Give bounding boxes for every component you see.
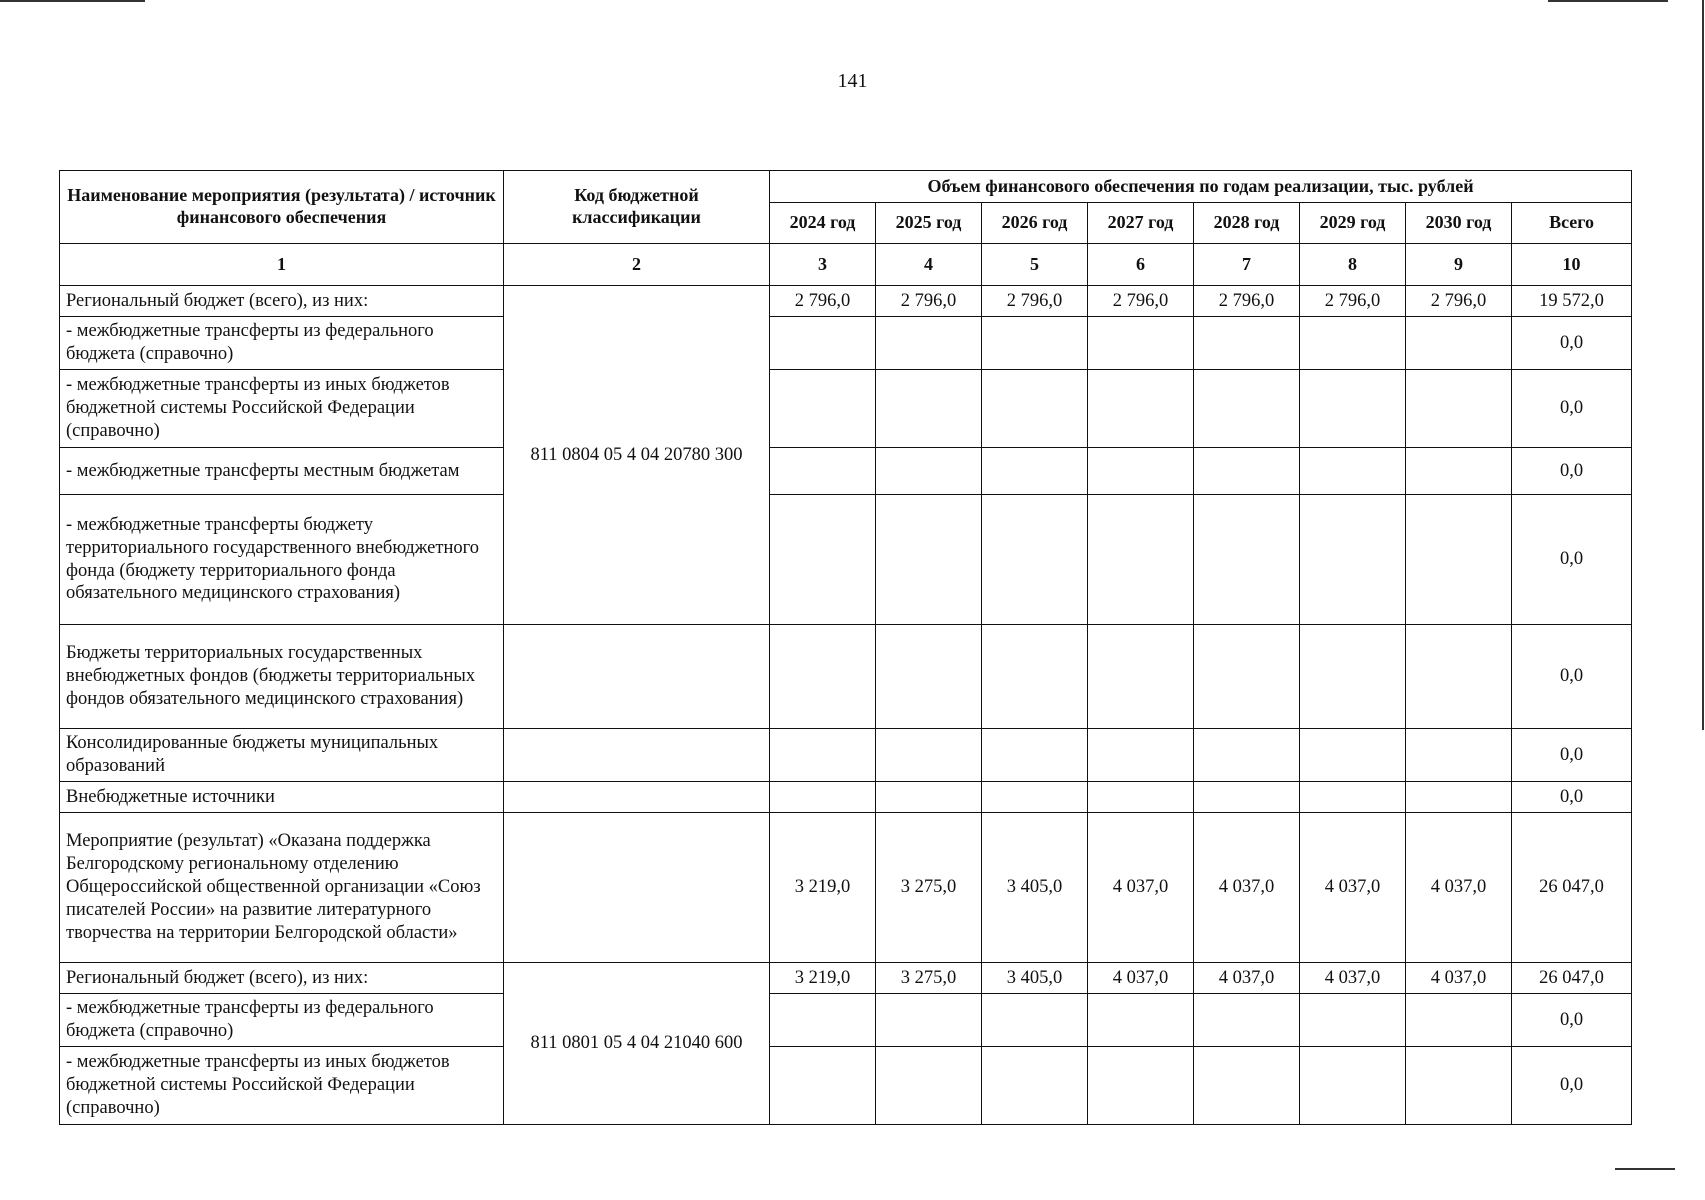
header-year: 2029 год xyxy=(1300,203,1406,244)
column-number: 4 xyxy=(876,244,982,286)
value-cell xyxy=(982,729,1088,782)
value-cell xyxy=(770,782,876,813)
scan-edge-bottom-right xyxy=(1615,1168,1675,1170)
row-name: - межбюджетные трансферты бюджету территориального государственного внебюджетного фонда (бюджету территориального фонда обязательного медицинского страхования) xyxy=(60,495,504,625)
table-row xyxy=(60,729,1632,782)
value-cell xyxy=(1406,495,1512,625)
value-cell xyxy=(982,495,1088,625)
table-row xyxy=(60,448,1632,495)
value-total-cell: 0,0 xyxy=(1512,782,1632,813)
header-row xyxy=(60,171,1632,203)
header-year: 2025 год xyxy=(876,203,982,244)
table-row xyxy=(60,782,1632,813)
row-name: - межбюджетные трансферты местным бюджетам xyxy=(60,448,504,495)
value-cell xyxy=(1088,994,1194,1047)
value-cell xyxy=(876,782,982,813)
value-cell xyxy=(1194,448,1300,495)
row-name: Мероприятие (результат) «Оказана поддержка Белгородскому региональному отделению Общероссийской общественной организации «Союз писателей России» на развитие литературного творчества на территории Белгородской области» xyxy=(60,813,504,963)
budget-code: 811 0804 05 4 04 20780 300 xyxy=(504,286,770,625)
header-volume: Объем финансового обеспечения по годам реализации, тыс. рублей xyxy=(770,171,1632,203)
value-cell: 2 796,0 xyxy=(1300,286,1406,317)
value-cell xyxy=(982,625,1088,729)
value-total-cell: 19 572,0 xyxy=(1512,286,1632,317)
value-cell xyxy=(982,782,1088,813)
value-cell xyxy=(1194,782,1300,813)
value-cell xyxy=(876,495,982,625)
value-cell: 2 796,0 xyxy=(1194,286,1300,317)
header-year: 2024 год xyxy=(770,203,876,244)
column-number: 3 xyxy=(770,244,876,286)
value-total-cell: 0,0 xyxy=(1512,625,1632,729)
row-name: - межбюджетные трансферты из федерального бюджета (справочно) xyxy=(60,994,504,1047)
column-number: 1 xyxy=(60,244,504,286)
scan-edge-right xyxy=(1702,0,1704,730)
value-cell xyxy=(1194,1047,1300,1125)
value-cell xyxy=(1194,625,1300,729)
value-cell: 4 037,0 xyxy=(1088,813,1194,963)
row-name: - межбюджетные трансферты из иных бюджетов бюджетной системы Российской Федерации (справочно) xyxy=(60,370,504,448)
value-cell xyxy=(876,448,982,495)
header-total: Всего xyxy=(1512,203,1632,244)
empty-code-cell xyxy=(504,729,770,782)
value-cell: 2 796,0 xyxy=(982,286,1088,317)
empty-code-cell xyxy=(504,782,770,813)
row-name: Бюджеты территориальных государственных внебюджетных фондов (бюджеты территориальных фондов обязательного медицинского страхования) xyxy=(60,625,504,729)
value-cell xyxy=(1088,782,1194,813)
value-cell xyxy=(876,625,982,729)
value-cell xyxy=(1300,495,1406,625)
column-number-row xyxy=(60,244,1632,286)
table-row xyxy=(60,994,1632,1047)
value-cell xyxy=(770,994,876,1047)
table-row xyxy=(60,963,1632,994)
value-total-cell: 0,0 xyxy=(1512,495,1632,625)
value-cell: 4 037,0 xyxy=(1300,963,1406,994)
value-cell: 3 219,0 xyxy=(770,963,876,994)
header-year: 2030 год xyxy=(1406,203,1512,244)
header-name: Наименование мероприятия (результата) / источник финансового обеспечения xyxy=(60,171,504,244)
value-cell xyxy=(982,994,1088,1047)
value-cell xyxy=(1088,370,1194,448)
value-cell: 4 037,0 xyxy=(1406,813,1512,963)
column-number: 7 xyxy=(1194,244,1300,286)
budget-table xyxy=(59,170,1632,1125)
value-cell xyxy=(1300,782,1406,813)
value-cell xyxy=(982,448,1088,495)
value-cell xyxy=(770,370,876,448)
row-name: Консолидированные бюджеты муниципальных образований xyxy=(60,729,504,782)
column-number: 9 xyxy=(1406,244,1512,286)
column-number: 10 xyxy=(1512,244,1632,286)
scan-edge-top-right xyxy=(1548,0,1668,2)
scan-edge-top-left xyxy=(0,0,145,2)
value-cell xyxy=(1194,729,1300,782)
value-cell xyxy=(1406,448,1512,495)
value-cell xyxy=(1194,317,1300,370)
value-cell: 2 796,0 xyxy=(1406,286,1512,317)
value-cell xyxy=(982,370,1088,448)
value-cell xyxy=(1406,1047,1512,1125)
value-cell xyxy=(770,317,876,370)
value-total-cell: 0,0 xyxy=(1512,729,1632,782)
value-cell xyxy=(1300,370,1406,448)
value-cell: 4 037,0 xyxy=(1194,963,1300,994)
value-total-cell: 0,0 xyxy=(1512,370,1632,448)
column-number: 6 xyxy=(1088,244,1194,286)
value-cell: 4 037,0 xyxy=(1194,813,1300,963)
value-cell: 4 037,0 xyxy=(1300,813,1406,963)
value-cell: 3 275,0 xyxy=(876,813,982,963)
header-year: 2027 год xyxy=(1088,203,1194,244)
value-cell xyxy=(1194,994,1300,1047)
value-cell xyxy=(876,994,982,1047)
header-year: 2026 год xyxy=(982,203,1088,244)
value-cell xyxy=(1088,317,1194,370)
value-cell: 3 405,0 xyxy=(982,813,1088,963)
value-cell xyxy=(1088,448,1194,495)
table-row xyxy=(60,625,1632,729)
value-cell xyxy=(876,370,982,448)
value-cell xyxy=(1406,370,1512,448)
row-name: - межбюджетные трансферты из федерального бюджета (справочно) xyxy=(60,317,504,370)
value-total-cell: 26 047,0 xyxy=(1512,813,1632,963)
table-row xyxy=(60,286,1632,317)
value-cell xyxy=(1300,448,1406,495)
empty-code-cell xyxy=(504,813,770,963)
table-row xyxy=(60,1047,1632,1125)
value-cell xyxy=(1406,994,1512,1047)
value-cell xyxy=(1088,729,1194,782)
value-cell: 3 275,0 xyxy=(876,963,982,994)
value-cell xyxy=(982,317,1088,370)
row-name: Региональный бюджет (всего), из них: xyxy=(60,963,504,994)
page-number: 141 xyxy=(837,70,868,92)
value-total-cell: 0,0 xyxy=(1512,448,1632,495)
row-name: Внебюджетные источники xyxy=(60,782,504,813)
value-cell xyxy=(1300,1047,1406,1125)
column-number: 5 xyxy=(982,244,1088,286)
header-year: 2028 год xyxy=(1194,203,1300,244)
value-cell: 3 219,0 xyxy=(770,813,876,963)
value-cell xyxy=(876,317,982,370)
table-row xyxy=(60,370,1632,448)
value-cell xyxy=(1088,625,1194,729)
value-cell xyxy=(1300,994,1406,1047)
value-cell: 3 405,0 xyxy=(982,963,1088,994)
value-cell: 2 796,0 xyxy=(876,286,982,317)
value-cell xyxy=(770,1047,876,1125)
value-cell xyxy=(1406,729,1512,782)
value-cell xyxy=(1300,729,1406,782)
row-name: Региональный бюджет (всего), из них: xyxy=(60,286,504,317)
column-number: 8 xyxy=(1300,244,1406,286)
table-row xyxy=(60,813,1632,963)
value-cell xyxy=(1406,782,1512,813)
row-name: - межбюджетные трансферты из иных бюджетов бюджетной системы Российской Федерации (справочно) xyxy=(60,1047,504,1125)
value-cell xyxy=(1300,625,1406,729)
value-cell: 4 037,0 xyxy=(1088,963,1194,994)
value-cell xyxy=(876,1047,982,1125)
value-cell xyxy=(982,1047,1088,1125)
value-cell xyxy=(770,448,876,495)
value-cell xyxy=(1088,1047,1194,1125)
empty-code-cell xyxy=(504,625,770,729)
value-cell: 4 037,0 xyxy=(1406,963,1512,994)
value-total-cell: 0,0 xyxy=(1512,994,1632,1047)
value-total-cell: 26 047,0 xyxy=(1512,963,1632,994)
value-cell xyxy=(1300,317,1406,370)
table-row xyxy=(60,317,1632,370)
value-cell xyxy=(876,729,982,782)
value-cell xyxy=(1088,495,1194,625)
value-cell: 2 796,0 xyxy=(1088,286,1194,317)
value-cell xyxy=(1406,625,1512,729)
value-total-cell: 0,0 xyxy=(1512,317,1632,370)
value-cell xyxy=(770,495,876,625)
header-code: Код бюджетной классификации xyxy=(504,171,770,244)
table-row xyxy=(60,495,1632,625)
value-cell xyxy=(1194,370,1300,448)
value-cell xyxy=(770,729,876,782)
value-total-cell: 0,0 xyxy=(1512,1047,1632,1125)
value-cell xyxy=(770,625,876,729)
column-number: 2 xyxy=(504,244,770,286)
budget-code: 811 0801 05 4 04 21040 600 xyxy=(504,963,770,1125)
value-cell xyxy=(1194,495,1300,625)
value-cell xyxy=(1406,317,1512,370)
value-cell: 2 796,0 xyxy=(770,286,876,317)
